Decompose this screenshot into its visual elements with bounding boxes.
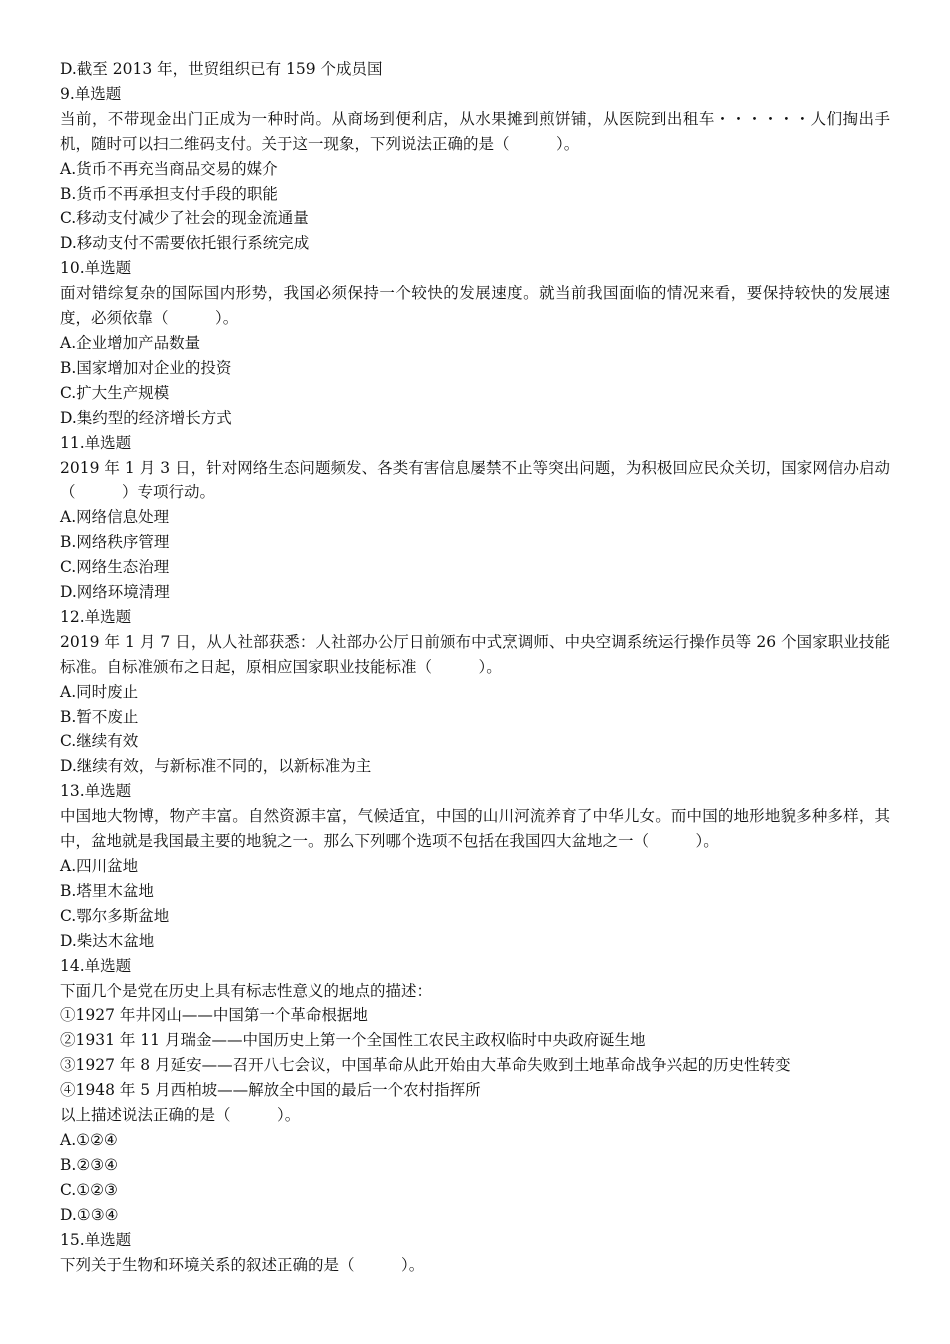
option-c: C.继续有效 [60, 732, 139, 751]
question-header: 9.单选题 [60, 84, 122, 103]
option-d: D.①③④ [60, 1205, 119, 1224]
question-statement-2: ②1931 年 11 月瑞金——中国历史上第一个全国性工农民主政权临时中央政府诞生地 [60, 1031, 646, 1050]
option-c: C.①②③ [60, 1180, 118, 1199]
question-12 [60, 605, 890, 779]
option-c: C.鄂尔多斯盆地 [60, 906, 170, 925]
option-d: D.网络环境清理 [60, 583, 170, 602]
question-header: 14.单选题 [60, 956, 132, 975]
question-15 [60, 1228, 890, 1278]
question-statement-4: ④1948 年 5 月西柏坡——解放全中国的最后一个农村指挥所 [60, 1081, 481, 1100]
question-header: 15.单选题 [60, 1230, 132, 1249]
option-a: A.企业增加产品数量 [60, 333, 201, 352]
question-9 [60, 82, 890, 256]
question-11 [60, 431, 890, 605]
question-14 [60, 954, 890, 1228]
question-stem: 下列关于生物和环境关系的叙述正确的是（ ）。 [60, 1255, 425, 1274]
question-statement-1: ①1927 年井冈山——中国第一个革命根据地 [60, 1006, 368, 1025]
question-prompt: 以上描述说法正确的是（ ）。 [60, 1106, 301, 1125]
option-a: A.货币不再充当商品交易的媒介 [60, 159, 278, 178]
option-a: A.同时废止 [60, 682, 139, 701]
option-a: A.网络信息处理 [60, 508, 170, 527]
question-header: 13.单选题 [60, 782, 132, 801]
option-d: D.移动支付不需要依托银行系统完成 [60, 234, 310, 253]
option-a: A.四川盆地 [60, 857, 139, 875]
option-c: C.网络生态治理 [60, 558, 170, 577]
option-d: D.继续有效，与新标准不同的，以新标准为主 [60, 757, 372, 776]
question-10 [60, 256, 890, 430]
question-stem: 2019 年 1 月 7 日，从人社部获悉：人社部办公厅日前颁布中式烹调师、中央空调系统运行操作员等 26 个国家职业技能标准。自标准颁布之日起，原相应国家职业技能标准（ ）。 [60, 632, 890, 676]
option-b: B.暂不废止 [60, 707, 139, 726]
question-stem: 2019 年 1 月 3 日，针对网络生态问题频发、各类有害信息屡禁不止等突出问题，为积极回应民众关切，国家网信办启动（ ）专项行动。 [60, 458, 890, 502]
option-d: D.柴达木盆地 [60, 931, 155, 950]
question-stem: 面对错综复杂的国际国内形势，我国必须保持一个较快的发展速度。就当前我国面临的情况来看，要保持较快的发展速度，必须依靠（ ）。 [60, 284, 890, 328]
option-a: A.①②④ [60, 1130, 118, 1149]
exam-page [60, 57, 890, 1277]
question-header: 12.单选题 [60, 607, 132, 626]
option-b: B.网络秩序管理 [60, 533, 170, 552]
option-d-previous: D.截至 2013 年，世贸组织已有 159 个成员国 [60, 60, 383, 78]
option-b: B.塔里木盆地 [60, 881, 154, 900]
question-stem: 中国地大物博，物产丰富。自然资源丰富，气候适宜，中国的山川河流养育了中华儿女。而中国的地形地貌多种多样，其中，盆地就是我国最主要的地貌之一。那么下列哪个选项不包括在我国四大盆地之一（ ）。 [60, 807, 890, 851]
option-b: B.国家增加对企业的投资 [60, 358, 232, 377]
option-b: B.货币不再承担支付手段的职能 [60, 184, 278, 203]
question-header: 10.单选题 [60, 259, 132, 278]
question-statement-3: ③1927 年 8 月延安——召开八七会议，中国革命从此开始由大革命失败到土地革命战争兴起的历史性转变 [60, 1056, 791, 1075]
option-c: C.移动支付减少了社会的现金流通量 [60, 209, 309, 228]
option-b: B.②③④ [60, 1155, 119, 1174]
question-13 [60, 779, 890, 953]
question-stem: 当前，不带现金出门正成为一种时尚。从商场到便利店，从水果摊到煎饼铺，从医院到出租车・・・・・・人们掏出手机，随时可以扫二维码支付。关于这一现象，下列说法正确的是（ ）。 [60, 109, 890, 153]
question-stem: 下面几个是党在历史上具有标志性意义的地点的描述： [60, 981, 433, 1000]
question-header: 11.单选题 [60, 433, 132, 452]
option-d: D.集约型的经济增长方式 [60, 408, 232, 427]
option-c: C.扩大生产规模 [60, 383, 170, 402]
